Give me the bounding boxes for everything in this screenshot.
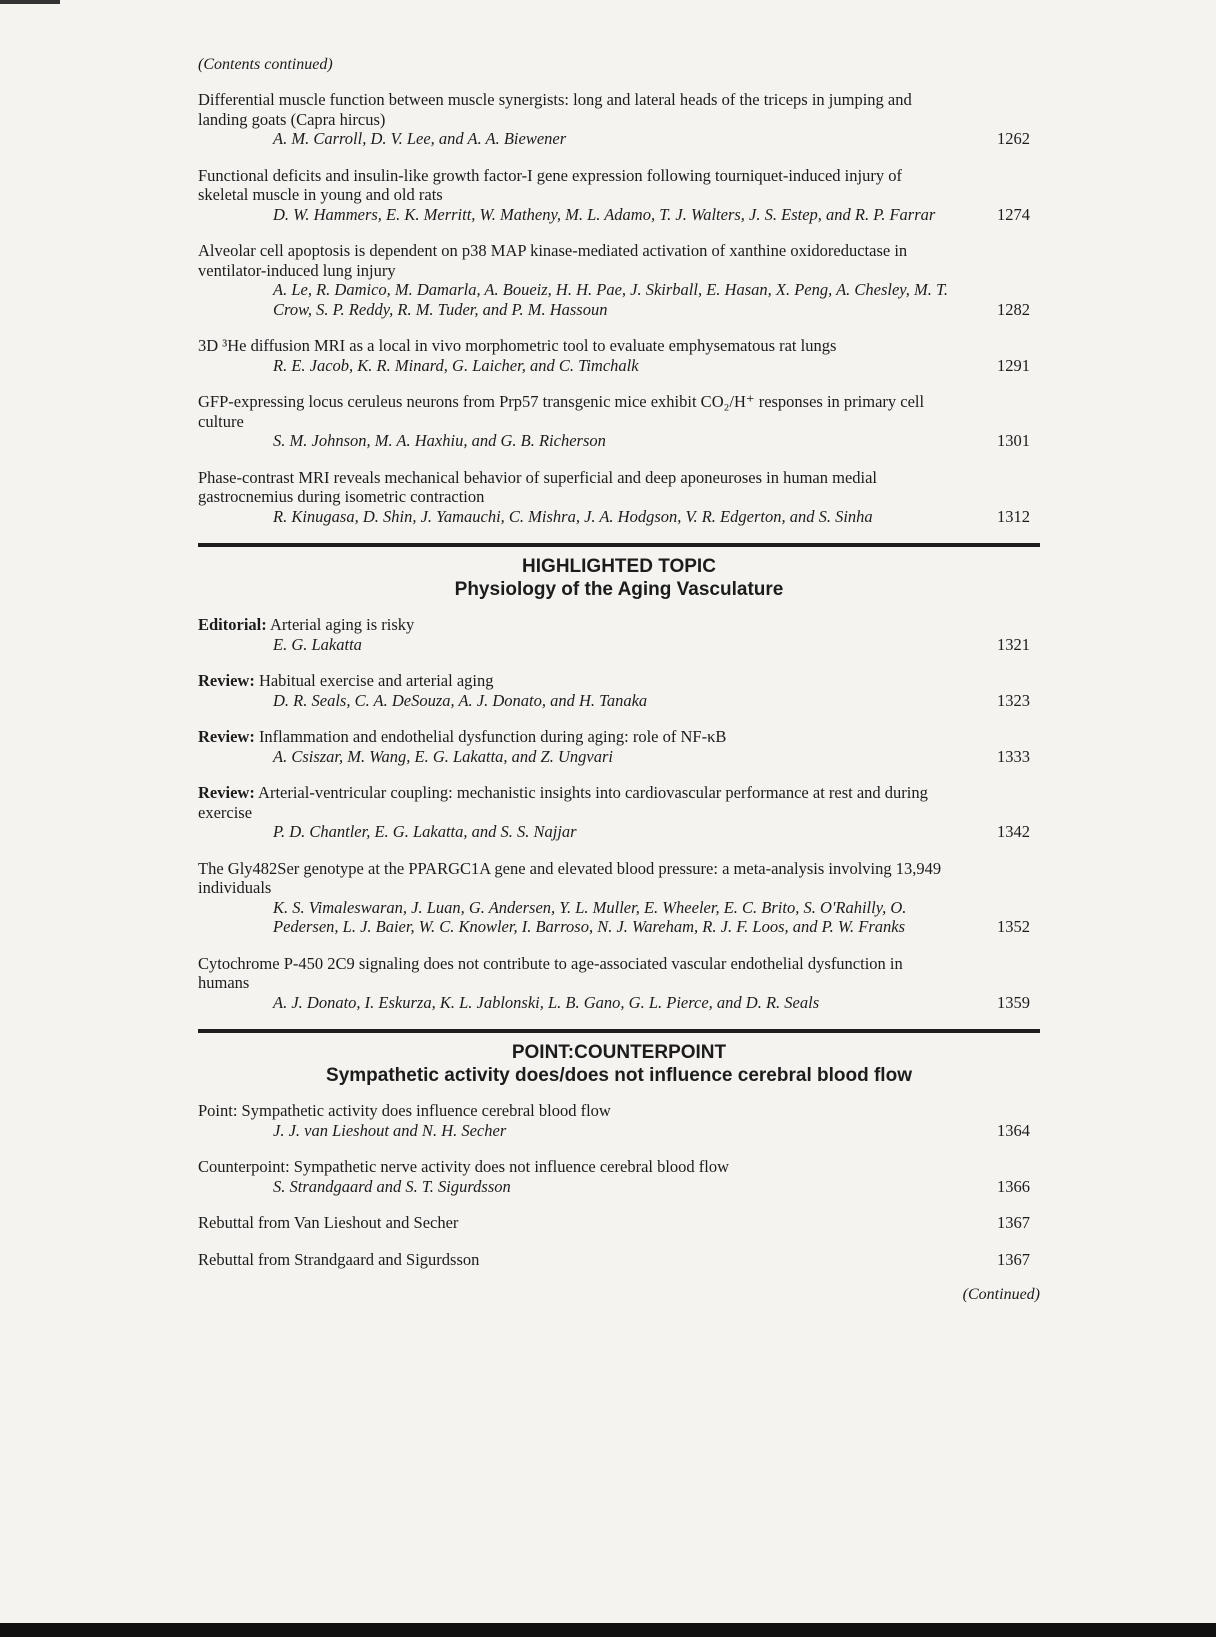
section-label: HIGHLIGHTED TOPIC bbox=[522, 556, 716, 577]
section-rule bbox=[198, 1029, 1040, 1033]
article-type-label: Editorial: bbox=[198, 615, 267, 634]
article-title: Counterpoint: Sympathetic nerve activity does not influence cerebral blood flow bbox=[198, 1157, 730, 1176]
article-authors: K. S. Vimaleswaran, J. Luan, G. Andersen, Y. L. Muller, E. Wheeler, E. C. Brito, S. O'Rahilly, O. Pedersen, L. J. Baier, W. C. Knowler, I. Barroso, N. J. Wareham, R. J. F. Loos, and P. W. Franks bbox=[273, 897, 907, 936]
article-title: Rebuttal from Van Lieshout and Secher bbox=[198, 1213, 459, 1232]
page-number: 1333 bbox=[997, 746, 1030, 766]
toc-entry[interactable] bbox=[198, 954, 1040, 1013]
toc-entry[interactable] bbox=[198, 166, 1040, 225]
page-number: 1364 bbox=[997, 1120, 1030, 1140]
article-title-line bbox=[198, 392, 1040, 431]
scan-edge-mark bbox=[0, 0, 60, 4]
page-number: 1323 bbox=[997, 690, 1030, 710]
article-title: Cytochrome P-450 2C9 signaling does not contribute to age-associated vascular endothelial dysfunction in humans bbox=[198, 953, 903, 992]
article-authors: D. W. Hammers, E. K. Merritt, W. Matheny, M. L. Adamo, T. J. Walters, J. S. Estep, and R. P. Farrar bbox=[273, 204, 936, 224]
article-title: Alveolar cell apoptosis is dependent on p38 MAP kinase-mediated activation of xanthine oxidoreductase in ventilator-induced lung injury bbox=[198, 241, 908, 280]
article-title: Arterial aging is risky bbox=[269, 615, 415, 634]
article-title-line bbox=[198, 783, 1040, 822]
article-title: Phase-contrast MRI reveals mechanical behavior of superficial and deep aponeuroses in human medial gastrocnemius during isometric contraction bbox=[198, 467, 878, 506]
toc-entry[interactable] bbox=[198, 671, 1040, 710]
continued-label: (Continued) bbox=[962, 1286, 1040, 1303]
page-number: 1301 bbox=[997, 431, 1030, 450]
article-type-label: Review: bbox=[198, 783, 255, 802]
article-title-line bbox=[198, 671, 1040, 691]
page-number: 1367 bbox=[997, 1249, 1030, 1269]
toc-entry[interactable] bbox=[198, 468, 1040, 527]
page-number: 1359 bbox=[997, 992, 1030, 1012]
article-authors: A. M. Carroll, D. V. Lee, and A. A. Biewener bbox=[273, 129, 567, 148]
page-number: 1321 bbox=[997, 634, 1030, 654]
page-number: 1291 bbox=[997, 355, 1030, 375]
article-title-line bbox=[198, 1250, 1040, 1270]
article-authors: E. G. Lakatta bbox=[273, 634, 362, 654]
article-title-line bbox=[198, 1157, 1040, 1177]
toc-entry[interactable] bbox=[198, 615, 1040, 654]
article-title: Arterial-ventricular coupling: mechanistic insights into cardiovascular performance at rest and during exercise bbox=[198, 783, 928, 822]
entries-group-1 bbox=[198, 90, 1040, 526]
section-subtitle: Physiology of the Aging Vasculature bbox=[454, 579, 784, 600]
article-title: Point: Sympathetic activity does influence cerebral blood flow bbox=[198, 1101, 611, 1120]
toc-entry[interactable] bbox=[198, 90, 1040, 149]
article-title: Differential muscle function between muscle synergists: long and lateral heads of the triceps in jumping and landing goats (Capra hircus) bbox=[198, 90, 912, 129]
toc-entry[interactable] bbox=[198, 1250, 1040, 1270]
article-title: Rebuttal from Strandgaard and Sigurdsson bbox=[198, 1249, 480, 1269]
toc-entry[interactable] bbox=[198, 783, 1040, 842]
article-authors: A. J. Donato, I. Eskurza, K. L. Jablonski, L. B. Gano, G. L. Pierce, and D. R. Seals bbox=[273, 992, 820, 1012]
article-title: 3D ³He diffusion MRI as a local in vivo morphometric tool to evaluate emphysematous rat lungs bbox=[198, 336, 837, 355]
page-number: 1342 bbox=[997, 822, 1030, 841]
article-title-line bbox=[198, 166, 1040, 205]
entries-group-2 bbox=[198, 615, 1040, 1012]
article-title: Inflammation and endothelial dysfunction during aging: role of NF-κB bbox=[258, 727, 727, 746]
toc-entry[interactable] bbox=[198, 859, 1040, 937]
entries-group-3 bbox=[198, 1101, 1040, 1269]
article-authors: S. M. Johnson, M. A. Haxhiu, and G. B. Richerson bbox=[273, 431, 606, 450]
page-number: 1262 bbox=[997, 129, 1030, 148]
toc-entry[interactable] bbox=[198, 336, 1040, 375]
article-title-line bbox=[198, 859, 1040, 898]
article-type-label: Review: bbox=[198, 671, 255, 690]
section-rule bbox=[198, 543, 1040, 547]
page-number: 1352 bbox=[997, 917, 1030, 936]
article-title-line bbox=[198, 1101, 1040, 1121]
toc-entry[interactable] bbox=[198, 1101, 1040, 1140]
article-title-line bbox=[198, 615, 1040, 635]
article-authors: D. R. Seals, C. A. DeSouza, A. J. Donato, and H. Tanaka bbox=[273, 690, 648, 710]
article-title-line bbox=[198, 727, 1040, 747]
article-title-line bbox=[198, 468, 1040, 507]
article-title: Functional deficits and insulin-like growth factor-I gene expression following tourniquet-induced injury of skeletal muscle in young and old rats bbox=[198, 165, 902, 204]
section-heading-point-counterpoint bbox=[198, 1041, 1040, 1087]
article-title-line bbox=[198, 954, 1040, 993]
article-title: GFP-expressing locus ceruleus neurons from Prp57 transgenic mice exhibit CO₂/H⁺ responses in primary cell culture bbox=[198, 392, 925, 431]
contents-continued-label: (Contents continued) bbox=[198, 56, 333, 73]
section-subtitle: Sympathetic activity does/does not influence cerebral blood flow bbox=[326, 1065, 912, 1086]
scan-bottom-edge bbox=[0, 1623, 1216, 1637]
toc-entry[interactable] bbox=[198, 241, 1040, 319]
page-number: 1366 bbox=[997, 1176, 1030, 1196]
toc-entry[interactable] bbox=[198, 392, 1040, 451]
article-authors: A. Csiszar, M. Wang, E. G. Lakatta, and Z. Ungvari bbox=[273, 746, 613, 766]
article-authors: R. Kinugasa, D. Shin, J. Yamauchi, C. Mishra, J. A. Hodgson, V. R. Edgerton, and S. Sinha bbox=[273, 506, 873, 526]
article-authors: A. Le, R. Damico, M. Damarla, A. Boueiz, H. H. Pae, J. Skirball, E. Hasan, X. Peng, A. Chesley, M. T. Crow, S. P. Reddy, R. M. Tuder, and P. M. Hassoun bbox=[273, 280, 949, 319]
article-title-line bbox=[198, 241, 1040, 280]
toc-entry[interactable] bbox=[198, 1213, 1040, 1233]
article-type-label: Review: bbox=[198, 727, 255, 746]
article-title-line bbox=[198, 336, 1040, 356]
article-authors: P. D. Chantler, E. G. Lakatta, and S. S. Najjar bbox=[273, 822, 577, 841]
page-number: 1282 bbox=[997, 299, 1030, 319]
article-title-line bbox=[198, 1213, 1040, 1233]
article-authors: J. J. van Lieshout and N. H. Secher bbox=[273, 1120, 507, 1140]
section-label: POINT:COUNTERPOINT bbox=[511, 1042, 727, 1063]
article-authors: R. E. Jacob, K. R. Minard, G. Laicher, and C. Timchalk bbox=[273, 355, 639, 375]
article-title-line bbox=[198, 90, 1040, 129]
section-heading-highlighted-topic bbox=[198, 555, 1040, 601]
page-number: 1312 bbox=[997, 506, 1030, 526]
article-title: The Gly482Ser genotype at the PPARGC1A gene and elevated blood pressure: a meta-analysis involving 13,949 individuals bbox=[198, 858, 942, 897]
toc-entry[interactable] bbox=[198, 1157, 1040, 1196]
toc-entry[interactable] bbox=[198, 727, 1040, 766]
page-number: 1367 bbox=[997, 1213, 1030, 1232]
page-number: 1274 bbox=[997, 204, 1030, 224]
article-title: Habitual exercise and arterial aging bbox=[258, 671, 494, 690]
contents-page bbox=[198, 56, 1040, 1304]
article-authors: S. Strandgaard and S. T. Sigurdsson bbox=[273, 1176, 511, 1196]
